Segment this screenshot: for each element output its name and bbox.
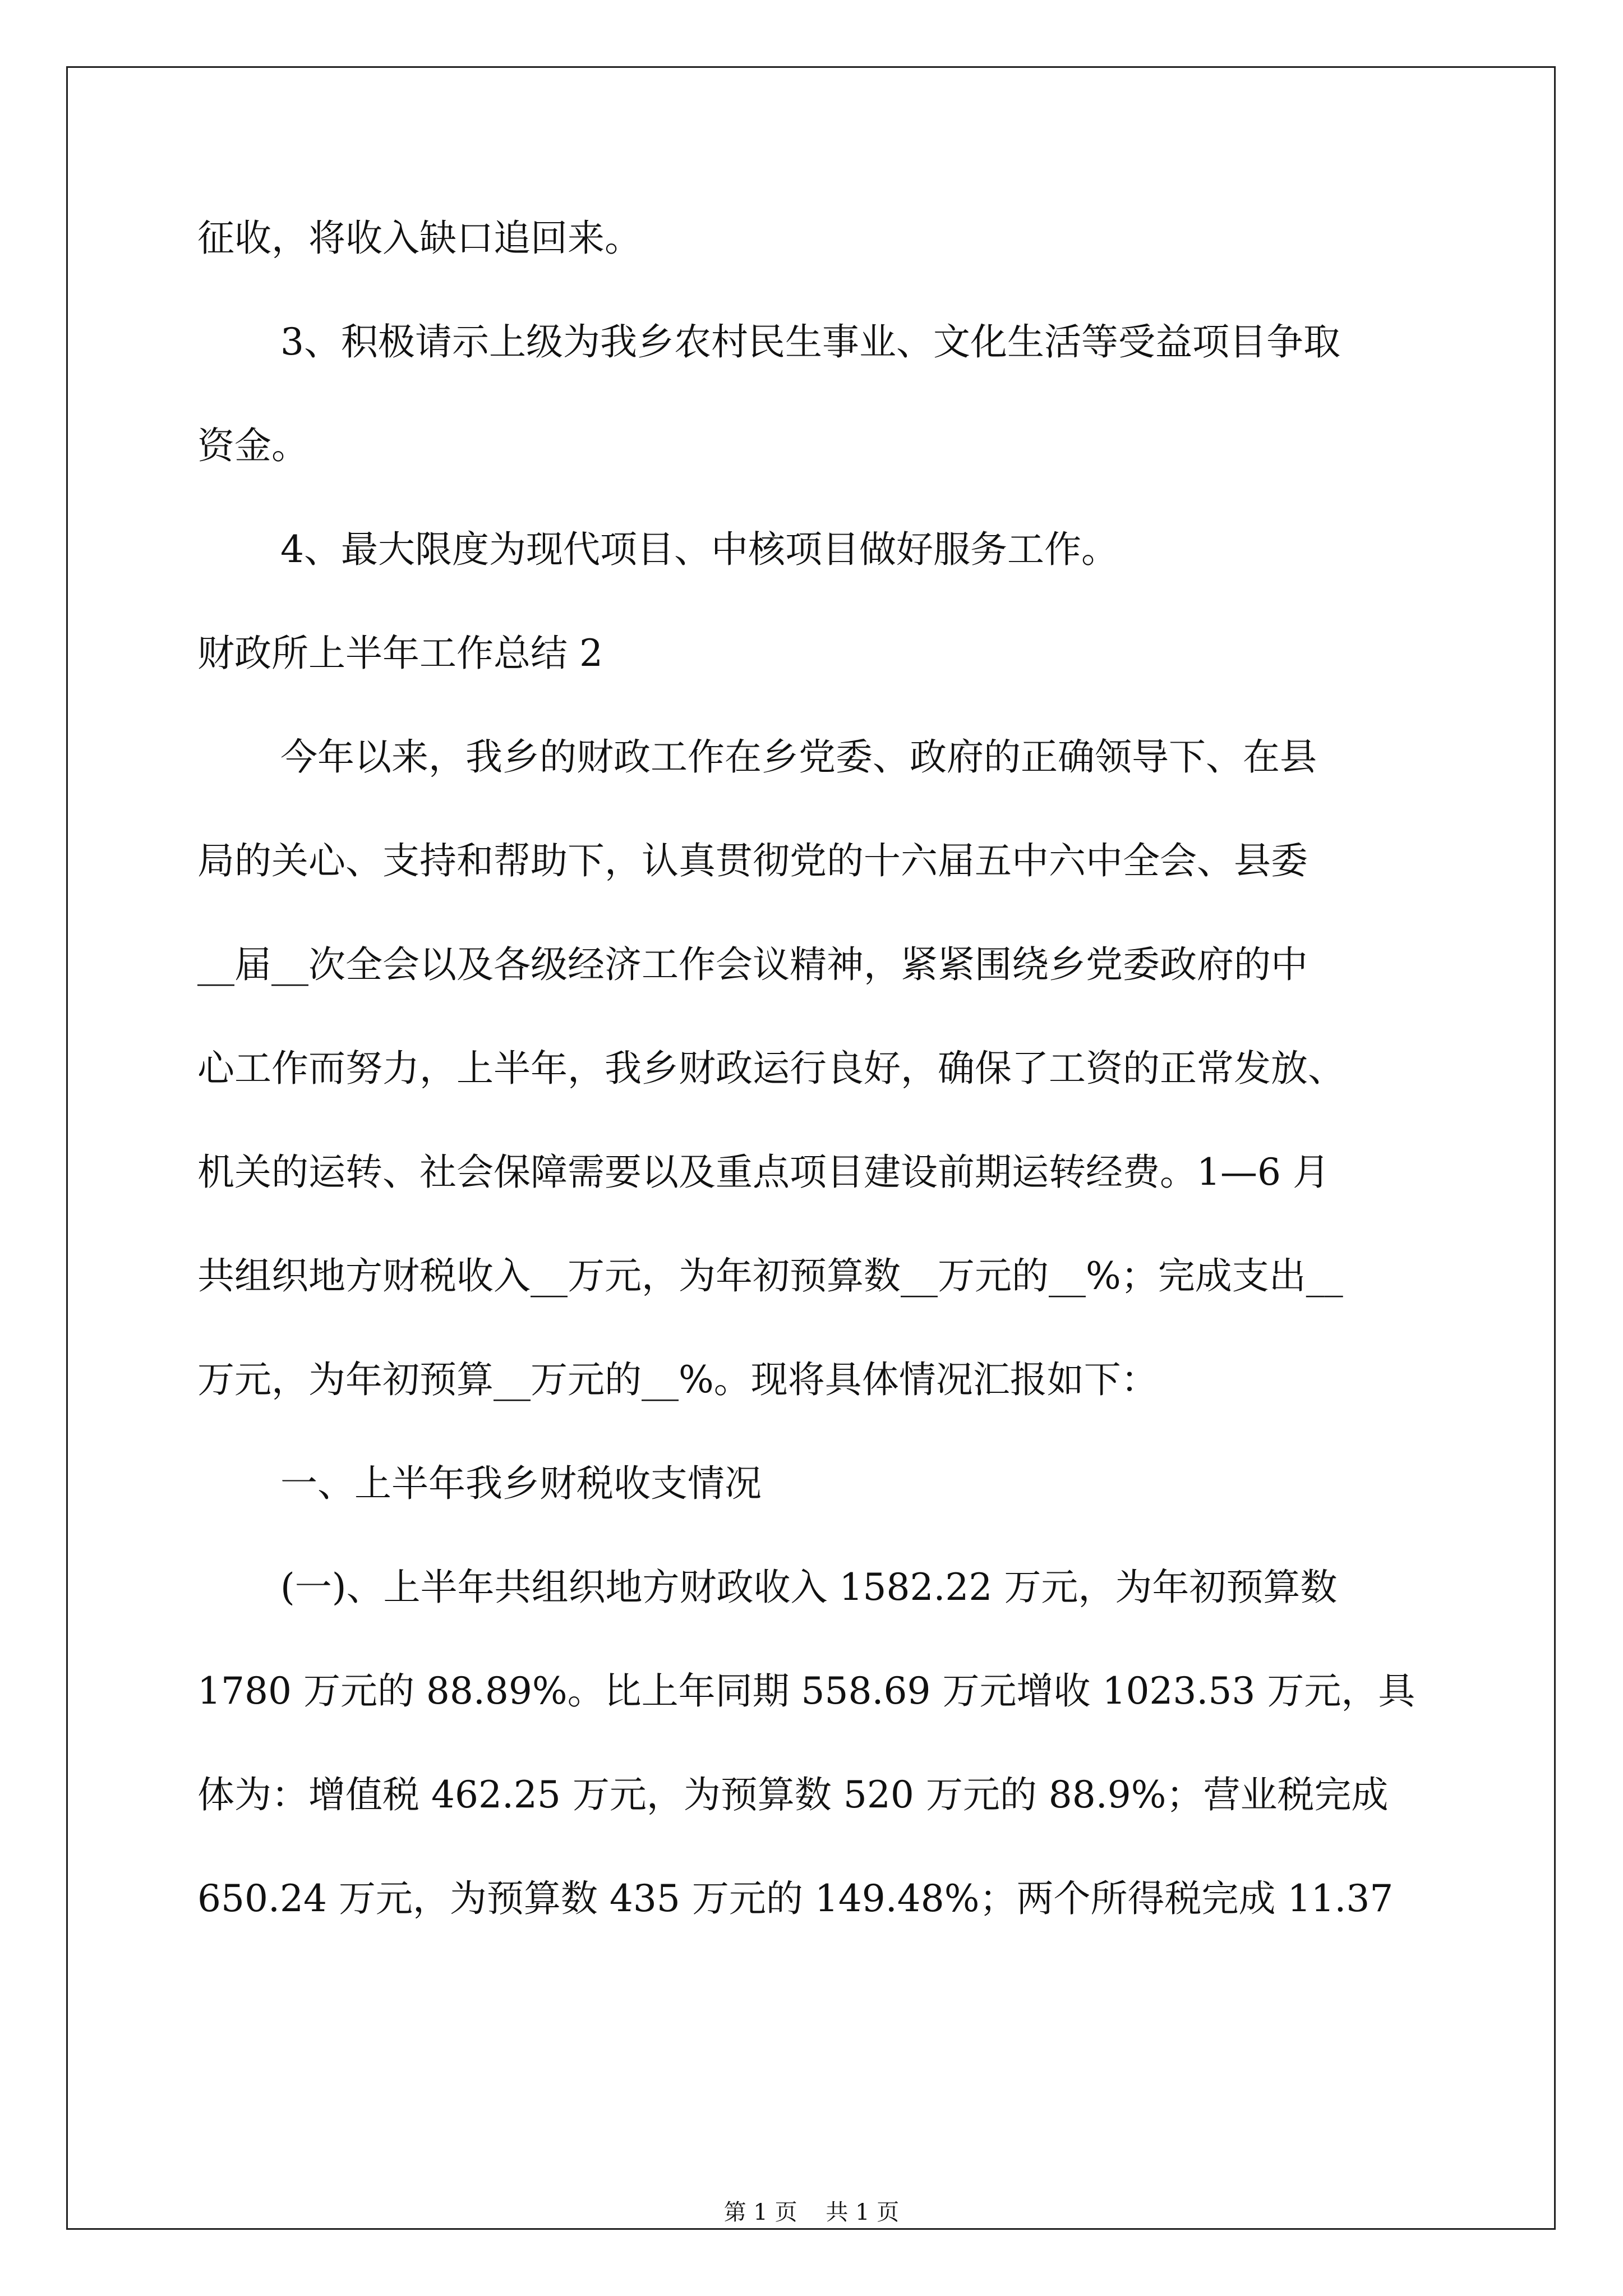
page-footer: 第 1 页 共 1 页 (723, 2200, 900, 2225)
text-line-2: 3、积极请示上级为我乡农村民生事业、文化生活等受益项目争取 (280, 320, 1340, 364)
text-line-12: 万元，为年初预算__万元的__%。现将具体情况汇报如下： (197, 1358, 1158, 1401)
text-line-3: 资金。 (197, 424, 308, 467)
text-line-10: 机关的运转、社会保障需要以及重点项目建设前期运转经费。1—6 月 (197, 1151, 1330, 1194)
text-line-4: 4、最大限度为现代项目、中核项目做好服务工作。 (280, 528, 1118, 571)
text-line-13: 一、上半年我乡财税收支情况 (280, 1462, 762, 1505)
text-line-11: 共组织地方财税收入__万元，为年初预算数__万元的__%；完成支出__ (197, 1254, 1343, 1297)
text-line-6: 今年以来，我乡的财政工作在乡党委、政府的正确领导下、在县 (280, 735, 1317, 779)
text-line-1: 征收，将收入缺口追回来。 (197, 217, 642, 260)
text-line-9: 心工作而努力，上半年，我乡财政运行良好，确保了工资的正常发放、 (197, 1047, 1345, 1090)
text-line-7: 局的关心、支持和帮助下，认真贯彻党的十六届五中六中全会、县委 (197, 839, 1308, 882)
text-line-14: (一)、上半年共组织地方财政收入 1582.22 万元，为年初预算数 (280, 1566, 1338, 1609)
text-line-15: 1780 万元的 88.89%。比上年同期 558.69 万元增收 1023.53 万元，具 (197, 1669, 1415, 1713)
text-line-8: __届__次全会以及各级经济工作会议精神，紧紧围绕乡党委政府的中 (197, 943, 1308, 986)
section-heading: 财政所上半年工作总结 2 (197, 632, 603, 675)
text-line-17: 650.24 万元，为预算数 435 万元的 149.48%；两个所得税完成 11.37 (197, 1877, 1394, 1920)
text-line-16: 体为：增值税 462.25 万元，为预算数 520 万元的 88.9%；营业税完成 (197, 1773, 1389, 1816)
